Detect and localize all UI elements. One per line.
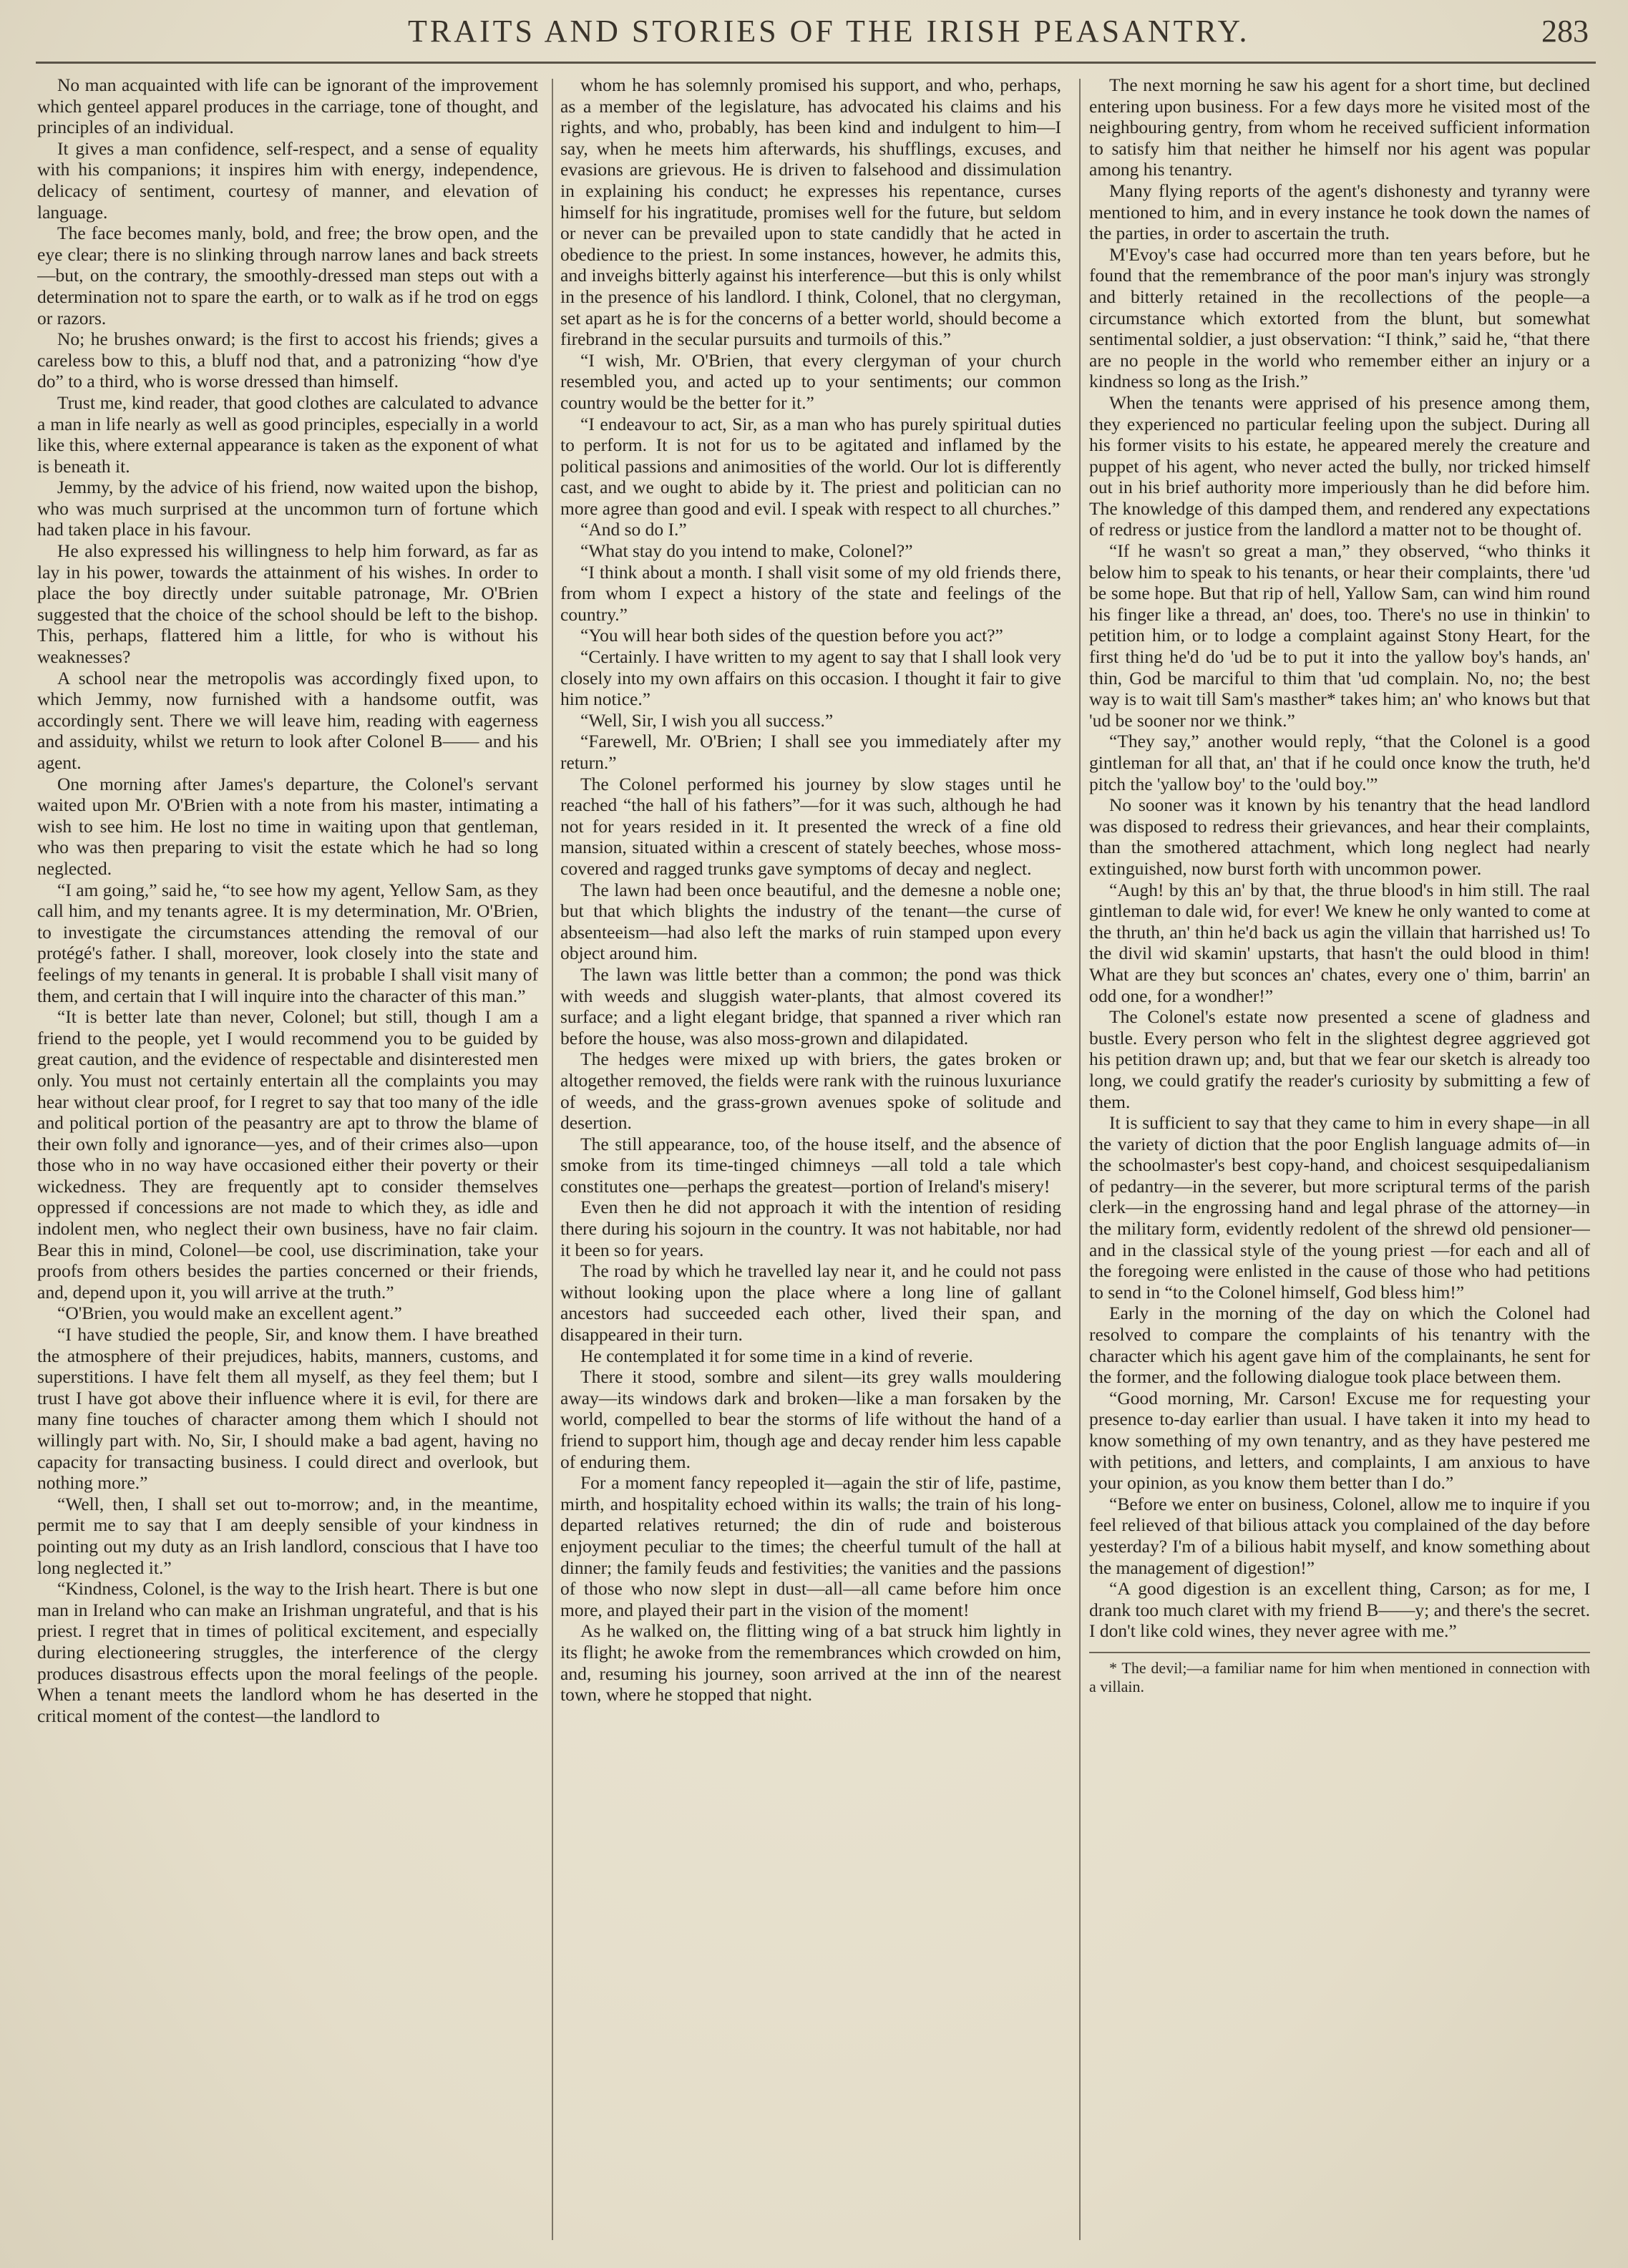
paragraph: The still appearance, too, of the house itself, and the absence of smoke from its time-tinged chimneys —all told a tale which constitutes one—perhaps the greatest—portion of Ireland's misery! <box>560 1133 1061 1197</box>
footnote-text: * The devil;—a familiar name for him when mentioned in connection with a villain. <box>1089 1658 1590 1695</box>
paragraph: “If he wasn't so great a man,” they observed, “who thinks it below him to speak to his tenants, or hear their complaints, there 'ud be some hope. But that rip of hell, Yallow Sam, can wind him round his finger like a thread, an' does, too. There's no use in thinkin' to petition him, or to lodge a complaint against Stony Heart, for the first thing he'd do 'ud be to put it into the yallow boy's hands, an' thin, God be marciful to thim that 'ud complain. No, no; the best way is to wait till Sam's masther* takes him; an' who knows but that 'ud be sooner nor we think.” <box>1089 540 1590 731</box>
paragraph: “Certainly. I have written to my agent to say that I shall look very closely into my own affairs on this occasion. I thought it fair to give him notice.” <box>560 646 1061 710</box>
paragraph: “I am going,” said he, “to see how my agent, Yellow Sam, as they call him, and my tenants agree. It is my determination, Mr. O'Brien, to investigate the circumstances attending the removal of our protégé's father. I shall, moreover, look closely into the state and feelings of my tenants in general. It is probable I shall visit many of them, and certain that I will inquire into the character of this man.” <box>37 879 538 1006</box>
paragraph: The hedges were mixed up with briers, the gates broken or altogether removed, the fields were rank with the ruinous luxuriance of weeds, and the grass-grown avenues spoke of solitude and desertion. <box>560 1048 1061 1134</box>
column-2 <box>560 74 1061 2250</box>
paragraph: The next morning he saw his agent for a short time, but declined entering upon business. For a few days more he visited most of the neighbouring gentry, from whom he received sufficient information to satisfy him that neither he himself nor his agent was popular among his tenantry. <box>1089 74 1590 180</box>
running-title: TRAITS AND STORIES OF THE IRISH PEASANTRY. <box>408 14 1250 49</box>
paragraph: “O'Brien, you would make an excellent agent.” <box>57 1303 402 1324</box>
paragraph: “You will hear both sides of the question before you act?” <box>580 625 1003 646</box>
paragraph: No; he brushes onward; is the first to accost his friends; gives a careless bow to this, a bluff nod that, and a patronizing “how d'ye do” to a third, who is worse dressed than himself. <box>37 328 538 392</box>
paragraph: Even then he did not approach it with the intention of residing there during his sojourn in the country. It was not habitable, nor had it been so for years. <box>560 1197 1061 1260</box>
paragraph: “A good digestion is an excellent thing, Carson; as for me, I drank too much claret with my friend B——y; and there's the secret. I don't like cold wines, they never agree with me.” <box>1089 1578 1590 1642</box>
paragraph: “They say,” another would reply, “that the Colonel is a good gintleman for all that, an' that if he could once know the truth, he'd pitch the 'yallow boy' to the 'ould boy.'” <box>1089 731 1590 794</box>
column-1 <box>37 74 538 2250</box>
paragraph: The Colonel's estate now presented a scene of gladness and bustle. Every person who felt in the slightest degree aggrieved got his petition drawn up; and, but that we fear our sketch is already too long, we could gratify the reader's curiosity by submitting a few of them. <box>1089 1006 1590 1112</box>
paragraph: Jemmy, by the advice of his friend, now waited upon the bishop, who was much surprised at the uncommon turn of fortune which had taken place in his favour. <box>37 477 538 540</box>
paragraph: “Augh! by this an' by that, the thrue blood's in him still. The raal gintleman to dale wid, for ever! We knew he only wanted to come at the thruth, an' thin he'd back us agin the villain that harrished us! To the divil wid skamin' upstarts, that hasn't the ould blood in thim! What are they but sconces an' chates, every one o' thim, barrin' an odd one, for a wondher!” <box>1089 879 1590 1006</box>
column-3 <box>1089 74 1590 2250</box>
paragraph: The lawn had been once beautiful, and the demesne a noble one; but that which blights the industry of the tenant—the curse of absenteeism—had also left the marks of ruin stamped upon every object around him. <box>560 879 1061 964</box>
paragraph: Many flying reports of the agent's dishonesty and tyranny were mentioned to him, and in every instance he took down the names of the parties, in order to ascertain the truth. <box>1089 180 1590 244</box>
paragraph: When the tenants were apprised of his presence among them, they experienced no particular feeling upon the subject. During all his former visits to his estate, he appeared merely the creature and puppet of his agent, who never acted the bully, nor tricked himself out in his brief authority more imperiously than he did before him. The knowledge of this damped them, and rendered any expectations of redress or justice from the landlord a matter not to be thought of. <box>1089 391 1590 540</box>
paragraph: For a moment fancy repeopled it—again the stir of life, pastime, mirth, and hospitality echoed within its walls; the train of his long-departed relatives returned; the din of rude and boisterous enjoyment peculiar to the times; the cheerful tumult of the hall at dinner; the family feuds and festivities; the vanities and the passions of those who now slept in dust—all—all came before him once more, and played their part in the vision of the moment! <box>560 1472 1061 1620</box>
paragraph: “Before we enter on business, Colonel, allow me to inquire if you feel relieved of that bilious attack you complained of the day before yesterday? I'm of a bilious habit myself, and know something about the management of digestion!” <box>1089 1493 1590 1578</box>
running-header <box>86 10 1610 53</box>
header-rule <box>36 62 1596 64</box>
paragraph: “I have studied the people, Sir, and know them. I have breathed the atmosphere of their prejudices, habits, manners, customs, and superstitions. I have felt them all myself, as they feel them; but I trust I have got above their influence where it is evil, for there are many fine touches of character among them which I should not willingly part with. No, Sir, I should make a bad agent, having no capacity for transacting business. I could direct and overlook, but nothing more.” <box>37 1324 538 1494</box>
footnote <box>1089 1652 1590 1696</box>
paragraph: whom he has solemnly promised his support, and who, perhaps, as a member of the legislature, has advocated his claims and his rights, and who, probably, has been kind and indulgent to him—I say, when he meets him afterwards, his shufflings, excuses, and evasions are grievous. He is driven to falsehood and dissimulation in explaining his conduct; he expresses his repentance, curses himself for his ingratitude, promises well for the future, but seldom or never can be prevailed upon to state candidly that he acted in obedience to the priest. In some instances, however, he admits this, and inveighs bitterly against his interference—but this is only whilst in the presence of his landlord. I think, Colonel, that no clergyman, set apart as he is for the concerns of a better world, should become a firebrand in the secular pursuits and turmoils of this.” <box>560 74 1061 350</box>
column-divider <box>552 79 553 2240</box>
paragraph: One morning after James's departure, the Colonel's servant waited upon Mr. O'Brien with a note from his master, intimating a wish to see him. He lost no time in waiting upon that gentleman, who was then preparing to visit the estate which he had so long neglected. <box>37 773 538 879</box>
paragraph: The road by which he travelled lay near it, and he could not pass without looking upon the place where a long line of gallant ancestors had succeeded each other, lived their span, and disappeared in their turn. <box>560 1260 1061 1345</box>
paragraph: No sooner was it known by his tenantry that the head landlord was disposed to redress their grievances, and hear their complaints, than the smothered attachment, which long neglect had nearly extinguished, now burst forth with uncommon power. <box>1089 794 1590 879</box>
paragraph: It is sufficient to say that they came to him in every shape—in all the variety of diction that the poor English language admits of—in the schoolmaster's best copy-hand, and choicest sesquipedalianism of pedantry—in the severer, but more scriptural terms of the parish clerk—in the engrossing hand and legal phrase of the attorney—in the military form, evidently redolent of the shrewd old pensioner—and in the classical style of the young priest —for each and all of the foregoing were enlisted in the cause of those who had petitions to send in “to the Colonel himself, God bless him!” <box>1089 1112 1590 1303</box>
paragraph: The face becomes manly, bold, and free; the brow open, and the eye clear; there is no slinking through narrow lanes and back streets—but, on the contrary, the smoothly-dressed man steps out with a determination not to spare the earth, or to walk as if he trod on eggs or razors. <box>37 223 538 328</box>
paragraph: “Farewell, Mr. O'Brien; I shall see you immediately after my return.” <box>560 731 1061 773</box>
paragraph: M'Evoy's case had occurred more than ten years before, but he found that the remembrance of the poor man's injury was strongly and bitterly retained in the recollections of the people—a circumstance which extorted from the blunt, but somewhat sentimental soldier, a just observation: “I think,” said he, “that there are no people in the world who remember either an injury or a kindness so long as the Irish.” <box>1089 243 1590 392</box>
paragraph: “Good morning, Mr. Carson! Excuse me for requesting your presence to-day earlier than usual. I have taken it into my head to know something of my own tenantry, and as they have pestered me with petitions, and letters, and complaints, I am anxious to have your opinion, as you know them better than I do.” <box>1089 1387 1590 1494</box>
paragraph: “I wish, Mr. O'Brien, that every clergyman of your church resembled you, and acted up to your sentiments; our common country would be the better for it.” <box>560 349 1061 413</box>
paragraph: As he walked on, the flitting wing of a bat struck him lightly in its flight; he awoke from the remembrances which crowded on him, and, resuming his journey, soon arrived at the inn of the nearest town, where he stopped that night. <box>560 1620 1061 1705</box>
paragraph: “Kindness, Colonel, is the way to the Irish heart. There is but one man in Ireland who can make an Irishman ungrateful, and that is his priest. I regret that in times of political excitement, and especially during electioneering struggles, the interference of the clergy produces disastrous effects upon the moral feelings of the people. When a tenant meets the landlord whom he has deserted in the critical moment of the contest—the landlord to <box>37 1578 538 1726</box>
paragraph: “And so do I.” <box>580 519 687 540</box>
paragraph: “I think about a month. I shall visit some of my old friends there, from whom I expect a history of the state and feelings of the country.” <box>560 561 1061 625</box>
paragraph: “I endeavour to act, Sir, as a man who has purely spiritual duties to perform. It is not for us to be agitated and inflamed by the political passions and animosities of the world. Our lot is differently cast, and we ought to abide by it. The priest and politician can no more agree than good and evil. I speak with respect to all churches.” <box>560 413 1061 519</box>
paragraph: A school near the metropolis was accordingly fixed upon, to which Jemmy, now furnished with a handsome outfit, was accordingly sent. There we will leave him, reading with eagerness and assiduity, whilst we return to look after Colonel B—— and his agent. <box>37 667 538 773</box>
paragraph: “What stay do you intend to make, Colonel?” <box>580 540 913 562</box>
paragraph: No man acquainted with life can be ignorant of the improvement which genteel apparel produces in the carriage, tone of thought, and principles of an individual. <box>37 74 538 138</box>
paragraph: The lawn was little better than a common; the pond was thick with weeds and sluggish water-plants, that almost covered its surface; and a light elegant bridge, that spanned a river which ran before the house, was also moss-grown and dilapidated. <box>560 963 1061 1048</box>
column-divider <box>1079 79 1081 2240</box>
paragraph: “It is better late than never, Colonel; but still, though I am a friend to the people, yet I would recommend you to be guided by great caution, and the evidence of respectable and disinterested men only. You must not certainly entertain all the complaints you may hear without clear proof, for I regret to say that too many of the idle and political portion of the peasantry are apt to throw the blame of their own folly and ignorance—yes, and of their crimes also—upon those who in no way have occasioned either their poverty or their wickedness. They are frequently apt to consider themselves oppressed if concessions are not made to which they, as idle and indolent men, who neglect their own business, have no fair claim. Bear this in mind, Colonel—be cool, use discrimination, take your proofs from others besides the parties concerned or their friends, and, depend upon it, you will arrive at the truth.” <box>37 1006 538 1303</box>
paragraph: Trust me, kind reader, that good clothes are calculated to advance a man in life nearly as well as good principles, especially in a world like this, where external appearance is taken as the exponent of what is beneath it. <box>37 391 538 477</box>
paragraph: Early in the morning of the day on which the Colonel had resolved to compare the complaints of his tenantry with the character which his agent gave him of the complainants, he sent for the former, and the following dialogue took place between them. <box>1089 1303 1590 1388</box>
paragraph: There it stood, sombre and silent—its grey walls mouldering away—its windows dark and broken—like a man forsaken by the world, compelled to bear the storms of life without the hand of a friend to support him, though age and decay render him less capable of enduring them. <box>560 1366 1061 1472</box>
paragraph: “Well, Sir, I wish you all success.” <box>580 709 834 731</box>
page-number: 283 <box>1541 14 1589 49</box>
paragraph: He contemplated it for some time in a kind of reverie. <box>580 1345 973 1366</box>
paragraph: He also expressed his willingness to help him forward, as far as lay in his power, towards the attainment of his wishes. In order to place the boy directly under suitable patronage, Mr. O'Brien suggested that the choice of the school should be left to the bishop. This, perhaps, flattered him a little, for who is without his weaknesses? <box>37 540 538 668</box>
paragraph: The Colonel performed his journey by slow stages until he reached “the hall of his fathers”—for it was such, although he had not for years resided in it. It presented the wreck of a fine old mansion, situated within a crescent of stately beeches, whose moss-covered and ragged trunks gave symptoms of decay and neglect. <box>560 773 1061 879</box>
paragraph: It gives a man confidence, self-respect, and a sense of equality with his companions; it inspires him with energy, independence, delicacy of sentiment, courtesy of manner, and elevation of language. <box>37 137 538 223</box>
paragraph: “Well, then, I shall set out to-morrow; and, in the meantime, permit me to say that I am deeply sensible of your kindness in pointing out my duty as an Irish landlord, conscious that I have too long neglected it.” <box>37 1493 538 1578</box>
